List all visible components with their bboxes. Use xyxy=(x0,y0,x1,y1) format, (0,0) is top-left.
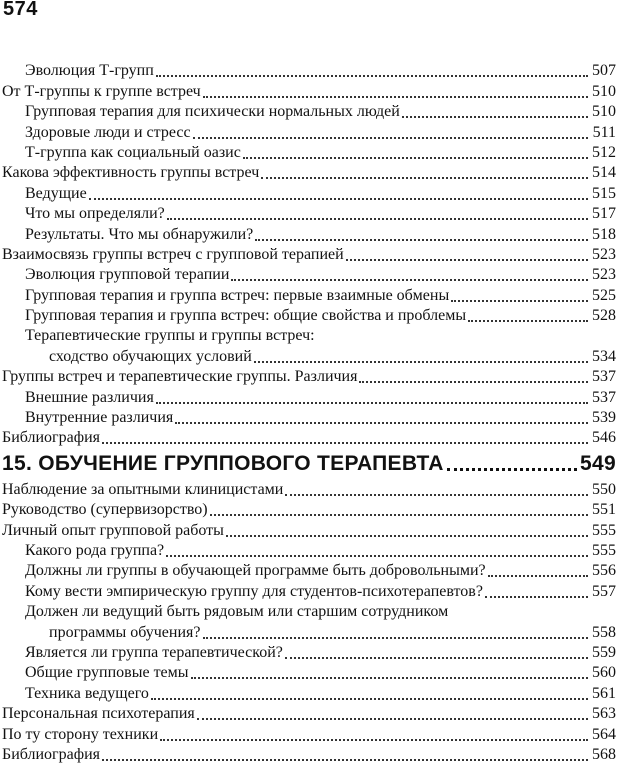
toc-entry-page-number: 560 xyxy=(592,664,616,682)
toc-entry-title: Терапевтические группы и группы встреч: xyxy=(25,327,315,345)
dot-leader xyxy=(203,636,589,639)
toc-entry-title: Т-группа как социальный оазис xyxy=(25,143,241,161)
toc-entry[interactable] xyxy=(0,580,616,600)
chapter-title: 15. ОБУЧЕНИЕ ГРУППОВОГО ТЕРАПЕВТА xyxy=(2,452,444,476)
toc-entry-page-number: 518 xyxy=(592,225,616,243)
dot-leader xyxy=(447,467,577,471)
toc-entry-title: программы обучения? xyxy=(49,623,201,641)
chapter-page-number: 549 xyxy=(580,452,616,476)
toc-entry-title: Какова эффективность группы встреч xyxy=(2,164,260,182)
dot-leader xyxy=(485,595,588,598)
toc-entry-page-number: 555 xyxy=(592,521,616,539)
toc-entry[interactable] xyxy=(0,703,616,723)
dot-leader xyxy=(346,258,588,261)
toc-entry-title: сходство обучающих условий xyxy=(49,347,252,365)
dot-leader xyxy=(203,95,588,98)
toc-entry-page-number: 555 xyxy=(592,541,616,559)
dot-leader xyxy=(197,717,588,720)
dot-leader xyxy=(102,441,588,444)
toc-entry-page-number: 510 xyxy=(592,103,616,121)
dot-leader xyxy=(243,156,588,159)
toc-entry-page-number: 558 xyxy=(592,623,616,641)
toc-entry[interactable] xyxy=(0,284,616,304)
toc-entry[interactable] xyxy=(0,325,616,345)
toc-entry[interactable] xyxy=(0,80,616,100)
toc-entry-title: Результаты. Что мы обнаружили? xyxy=(25,225,254,243)
toc-entry[interactable] xyxy=(0,386,616,406)
dot-leader xyxy=(261,176,588,179)
dot-leader xyxy=(102,758,588,761)
toc-entry[interactable] xyxy=(0,223,616,243)
toc-entry-title: Что мы определяли? xyxy=(25,205,165,223)
toc-entry[interactable] xyxy=(0,142,616,162)
dot-leader xyxy=(254,360,588,363)
toc-entry[interactable] xyxy=(0,642,616,662)
toc-entry[interactable] xyxy=(0,662,616,682)
toc-entry-page-number: 561 xyxy=(592,684,616,702)
toc-entry[interactable] xyxy=(0,407,616,427)
dot-leader xyxy=(191,676,588,679)
toc-entry[interactable] xyxy=(0,601,616,621)
toc-entry-page-number: 511 xyxy=(592,123,616,141)
toc-section-a xyxy=(0,60,616,447)
table-of-contents xyxy=(0,60,616,764)
toc-entry[interactable] xyxy=(0,121,616,141)
toc-entry-title: Должен ли ведущий быть рядовым или старшим сотрудником xyxy=(25,603,449,621)
toc-entry-title: Ведущие xyxy=(25,184,87,202)
dot-leader xyxy=(231,278,588,281)
dot-leader xyxy=(210,513,588,516)
toc-entry-title: Какого рода группа? xyxy=(25,541,165,559)
toc-entry[interactable] xyxy=(0,162,616,182)
dot-leader xyxy=(255,238,588,241)
dot-leader xyxy=(193,136,588,139)
dot-leader xyxy=(167,217,588,220)
toc-entry-title: По ту сторону техники xyxy=(2,725,159,743)
toc-entry-page-number: 564 xyxy=(592,725,616,743)
toc-entry-title: Внешние различия xyxy=(25,388,154,406)
toc-entry-page-number: 507 xyxy=(592,62,616,80)
toc-entry-title: Руководство (супервизорство) xyxy=(2,501,208,519)
toc-entry-page-number: 515 xyxy=(592,184,616,202)
toc-entry[interactable] xyxy=(0,366,616,386)
toc-entry-title: Личный опыт групповой работы xyxy=(2,521,224,539)
dot-leader xyxy=(226,534,588,537)
toc-entry[interactable] xyxy=(0,744,616,764)
toc-entry-title: Групповая терапия и группа встреч: общие свойства и проблемы xyxy=(25,307,467,325)
toc-entry-page-number: 556 xyxy=(592,562,616,580)
toc-entry-page-number: 539 xyxy=(592,409,616,427)
toc-entry-title: Внутренние различия xyxy=(25,409,174,427)
toc-entry-page-number: 512 xyxy=(592,143,616,161)
toc-entry-page-number: 551 xyxy=(592,501,616,519)
toc-entry[interactable] xyxy=(0,682,616,702)
toc-entry-page-number: 523 xyxy=(592,245,616,263)
toc-entry[interactable] xyxy=(0,560,616,580)
toc-entry-title: Эволюция групповой терапии xyxy=(25,266,230,284)
dot-leader xyxy=(451,299,588,302)
toc-entry[interactable] xyxy=(0,723,616,743)
toc-entry[interactable] xyxy=(0,60,616,80)
toc-entry-page-number: 517 xyxy=(592,205,616,223)
toc-entry-title: Эволюция Т-групп xyxy=(25,62,154,80)
toc-entry[interactable] xyxy=(0,427,616,447)
dot-leader xyxy=(285,493,588,496)
toc-entry-title: Групповая терапия для психически нормальных людей xyxy=(25,103,400,121)
toc-entry-title: Здоровые люди и стресс xyxy=(25,123,191,141)
toc-entry-page-number: 550 xyxy=(592,480,616,498)
toc-entry-title: Должны ли группы в обучающей программе быть добровольными? xyxy=(25,562,486,580)
toc-entry-title: Техника ведущего xyxy=(25,684,149,702)
toc-entry-title: От Т-группы к группе встреч xyxy=(2,82,201,100)
toc-entry[interactable] xyxy=(0,540,616,560)
dot-leader xyxy=(156,401,588,404)
toc-entry-page-number: 514 xyxy=(592,164,616,182)
dot-leader xyxy=(468,319,588,322)
toc-entry-title: Библиография xyxy=(2,429,100,447)
toc-entry[interactable] xyxy=(0,305,616,325)
dot-leader xyxy=(166,554,588,557)
dot-leader xyxy=(488,574,588,577)
toc-entry-title: Наблюдение за опытными клиницистами xyxy=(2,480,284,498)
toc-entry-title: Персональная психотерапия xyxy=(2,705,195,723)
toc-entry[interactable] xyxy=(0,101,616,121)
toc-entry[interactable] xyxy=(0,203,616,223)
toc-entry-page-number: 528 xyxy=(592,307,616,325)
toc-entry-title: Библиография xyxy=(2,745,100,763)
dot-leader xyxy=(89,197,588,200)
toc-entry[interactable] xyxy=(0,478,616,498)
toc-entry-page-number: 534 xyxy=(592,347,616,365)
toc-entry-title: Является ли группа терапевтической? xyxy=(25,643,283,661)
dot-leader xyxy=(160,738,588,741)
dot-leader xyxy=(285,656,588,659)
chapter-heading[interactable] xyxy=(0,450,616,476)
toc-entry[interactable] xyxy=(0,345,616,365)
page-number: 574 xyxy=(3,0,38,20)
toc-entry-title: Кому вести эмпирическую группу для студентов-психотерапевтов? xyxy=(25,582,483,600)
toc-entry-title: Группы встреч и терапевтические группы. Различия xyxy=(2,368,358,386)
toc-entry-page-number: 523 xyxy=(592,266,616,284)
toc-entry-title: Взаимосвязь группы встреч с групповой терапией xyxy=(2,245,344,263)
toc-entry[interactable] xyxy=(0,499,616,519)
toc-section-b xyxy=(0,478,616,763)
toc-entry-title: Общие групповые темы xyxy=(25,664,189,682)
toc-entry-page-number: 537 xyxy=(592,368,616,386)
toc-entry[interactable] xyxy=(0,244,616,264)
toc-entry-page-number: 563 xyxy=(592,705,616,723)
toc-entry[interactable] xyxy=(0,182,616,202)
toc-entry-page-number: 510 xyxy=(592,82,616,100)
toc-entry-page-number: 537 xyxy=(592,388,616,406)
toc-entry[interactable] xyxy=(0,519,616,539)
toc-entry-page-number: 559 xyxy=(592,643,616,661)
dot-leader xyxy=(151,697,588,700)
toc-entry-page-number: 557 xyxy=(592,582,616,600)
toc-entry-page-number: 568 xyxy=(592,745,616,763)
toc-entry-page-number: 525 xyxy=(592,286,616,304)
toc-entry[interactable] xyxy=(0,621,616,641)
toc-entry-title: Групповая терапия и группа встреч: первые взаимные обмены xyxy=(25,286,450,304)
dot-leader xyxy=(156,74,588,77)
dot-leader xyxy=(175,421,588,424)
dot-leader xyxy=(359,380,588,383)
toc-entry-page-number: 546 xyxy=(592,429,616,447)
dot-leader xyxy=(402,115,588,118)
toc-entry[interactable] xyxy=(0,264,616,284)
